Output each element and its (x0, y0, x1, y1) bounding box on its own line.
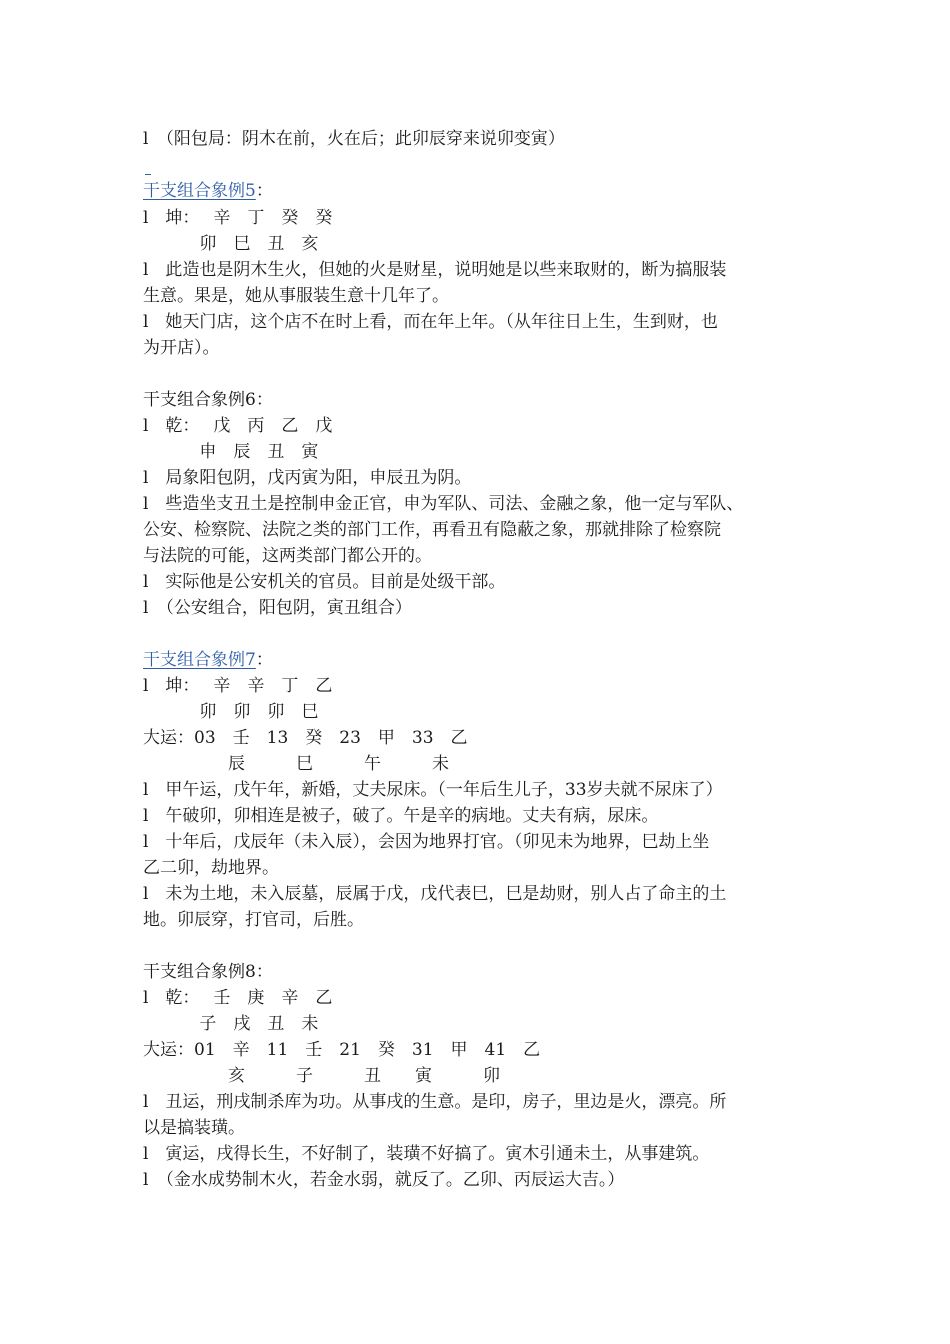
line-text: l 午破卯，卯相连是被子，破了。午是辛的病地。丈夫有病，尿床。 (143, 806, 659, 826)
text-line (143, 1091, 726, 1113)
text-line (143, 909, 364, 931)
empty-link-marker[interactable] (145, 174, 151, 175)
line-text: l 十年后，戊辰年（未入辰），会因为地界打官。（卯见未为地界，巳劫上坐 (143, 832, 710, 852)
text-line (143, 701, 318, 723)
text-line (143, 883, 726, 905)
line-text: 地。卯辰穿，打官司，后胜。 (143, 910, 364, 930)
line-text: l （金水成势制木火，若金水弱，就反了。乙卯、丙辰运大吉。） (143, 1170, 625, 1190)
line-text: l 未为土地，未入辰墓，辰属于戊，戊代表巳，巳是劫财，别人占了命主的土 (143, 884, 727, 904)
line-text: l 实际他是公安机关的官员。目前是处级干部。 (143, 572, 506, 592)
line-text: l 坤： 辛 辛 丁 乙 (143, 676, 333, 696)
text-line (143, 415, 332, 437)
line-text: 为开店）。 (143, 338, 220, 358)
text-line (143, 1117, 245, 1139)
text-line (143, 961, 273, 983)
line-text: 乙二卯，劫地界。 (143, 858, 279, 878)
line-text: l 乾： 戊 丙 乙 戊 (143, 416, 333, 436)
line-text: l 寅运，戌得长生，不好制了，装璜不好搞了。寅木引通未土，从事建筑。 (143, 1144, 710, 1164)
text-line (143, 259, 726, 281)
line-text: 生意。果是，她从事服装生意十几年了。 (143, 286, 449, 306)
line-text: l 此造也是阴木生火，但她的火是财星，说明她是以些来取财的，断为搞服装 (143, 260, 727, 280)
text-line (143, 441, 318, 463)
line-text: 辰 巳 午 未 (143, 754, 449, 774)
text-line (143, 1039, 540, 1061)
line-text: 子 戌 丑 未 (143, 1014, 319, 1034)
line-text: 申 辰 丑 寅 (143, 442, 319, 462)
line-text: l 乾： 壬 庚 辛 乙 (143, 988, 333, 1008)
section-heading-link-line (143, 649, 273, 671)
line-text: 干支组合象例8： (143, 962, 273, 982)
text-line (143, 779, 723, 801)
text-line (143, 805, 658, 827)
text-line (143, 337, 220, 359)
line-text: 卯 卯 卯 巳 (143, 702, 319, 722)
text-line (143, 545, 432, 567)
text-line (143, 128, 565, 150)
text-line (143, 519, 721, 541)
text-line (143, 467, 471, 489)
line-text: ： (255, 181, 273, 201)
section-heading-link[interactable]: 干支组合象例7 (143, 650, 256, 670)
text-line (143, 233, 318, 255)
line-text: l 坤： 辛 丁 癸 癸 (143, 208, 333, 228)
line-text: 干支组合象例6： (143, 390, 273, 410)
text-line (143, 675, 332, 697)
text-line (143, 597, 412, 619)
line-text: l 甲午运，戊午年，新婚，丈夫尿床。（一年后生儿子，33岁夫就不尿床了） (143, 780, 723, 800)
line-text: l 些造坐支丑土是控制申金正官，申为军队、司法、金融之象，他一定与军队、 (143, 494, 744, 514)
text-line (143, 857, 279, 879)
text-line (143, 831, 709, 853)
text-line (143, 389, 273, 411)
text-line (143, 1013, 318, 1035)
text-line (143, 571, 505, 593)
line-text: ： (255, 650, 273, 670)
text-line (143, 207, 332, 229)
line-text: 亥 子 丑 寅 卯 (143, 1066, 500, 1086)
text-line (143, 987, 332, 1009)
line-text: 以是搞装璜。 (143, 1118, 245, 1138)
line-text: 公安、检察院、法院之类的部门工作，再看丑有隐蔽之象，那就排除了检察院 (143, 520, 721, 540)
text-line (143, 1065, 500, 1087)
line-text: l 她天门店，这个店不在时上看，而在年上年。（从年往日上生，生到财，也 (143, 312, 718, 332)
section-heading-link[interactable]: 干支组合象例5 (143, 181, 256, 201)
line-text: l 局象阳包阴，戊丙寅为阳，申辰丑为阴。 (143, 468, 472, 488)
text-line (143, 311, 718, 333)
line-text: l （阳包局：阴木在前，火在后；此卯辰穿来说卯变寅） (143, 129, 565, 149)
line-text: 卯 巳 丑 亥 (143, 234, 319, 254)
text-line (143, 753, 449, 775)
text-line (143, 493, 743, 515)
text-line (143, 285, 449, 307)
text-line (143, 1143, 709, 1165)
section-heading-link-line (143, 180, 273, 202)
line-text: 大运：01 辛 11 壬 21 癸 31 甲 41 乙 (143, 1040, 541, 1060)
line-text: l 丑运，刑戌制杀库为功。从事戌的生意。是印，房子，里边是火，漂亮。所 (143, 1092, 727, 1112)
text-line (143, 727, 468, 749)
line-text: 大运：03 壬 13 癸 23 甲 33 乙 (143, 728, 468, 748)
line-text: 与法院的可能，这两类部门都公开的。 (143, 546, 432, 566)
line-text: l （公安组合，阳包阴，寅丑组合） (143, 598, 412, 618)
text-line (143, 1169, 624, 1191)
